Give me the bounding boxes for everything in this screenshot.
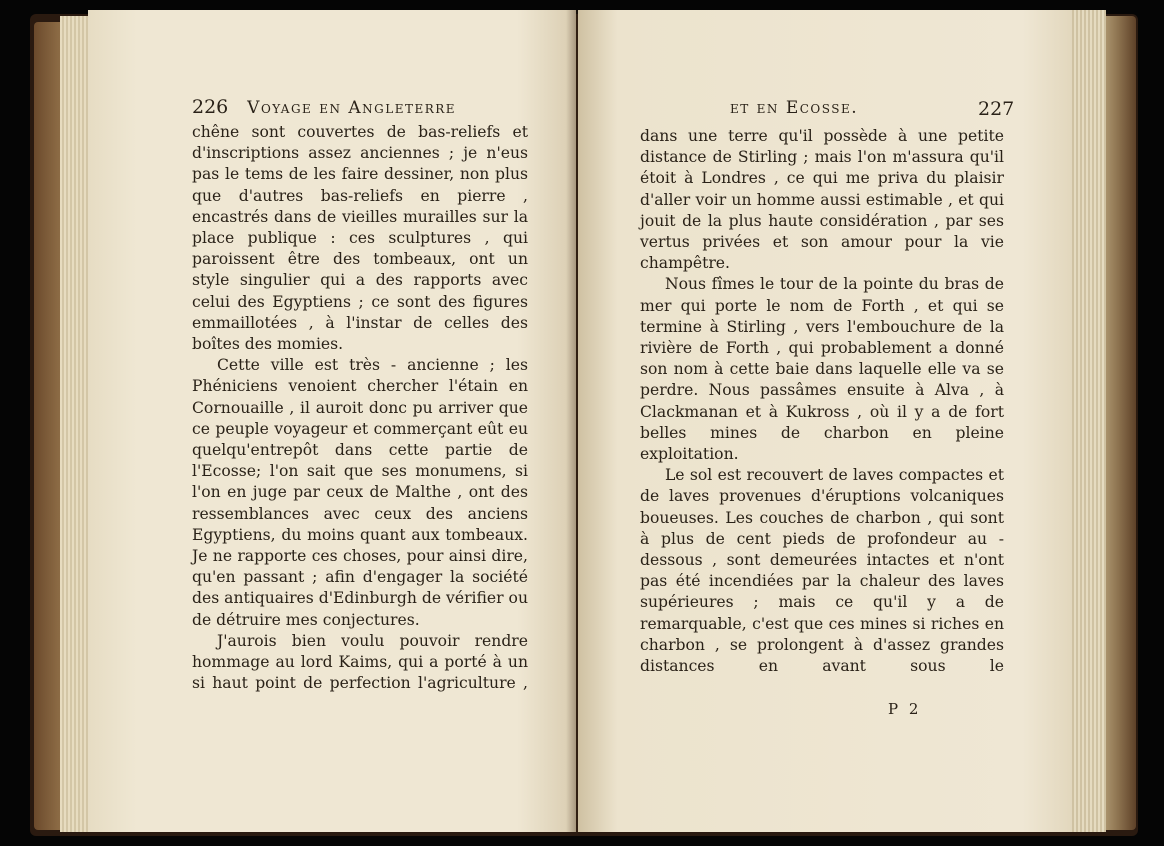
right-page — [578, 10, 1072, 832]
right-page-body — [640, 126, 1004, 677]
left-running-head: Voyage en Angleterre — [247, 98, 457, 118]
right-page-number-wrap — [978, 98, 1014, 120]
left-paragraph-3: J'aurois bien voulu pouvoir rendre hommage au lord Kaims, qui a porté à un si haut point de perfection l'agriculture , — [192, 631, 528, 693]
left-page — [88, 10, 576, 832]
right-paragraph-3: Le sol est recouvert de laves compactes et de laves provenues d'éruptions volcaniques boueuses. Les couches de charbon , qui sont à plus de cent pieds de profondeur au - dessous , sont demeurées intactes et n'ont pas été incendiées par la chaleur des laves supérieures ; mais ce qu'il y a de remarquable, c'est que ces mines si riches en charbon , se prolongent à d'assez grandes distances en avant sous le — [640, 466, 1004, 676]
left-page-number: 226 — [192, 96, 229, 118]
right-page-edges — [1070, 10, 1106, 832]
right-running-head: et en Ecosse. — [730, 98, 859, 118]
left-paragraph-2: Cette ville est très - ancienne ; les Phéniciens venoient chercher l'étain en Cornouaille , il auroit donc pu arriver que ce peuple voyageur et commerçant eût eu quelqu'entrepôt dans cette partie de l'Ecosse; l'on sait que ses monumens, si l'on en juge par ceux de Malthe , ont des ressemblances avec ceux des anciens Egyptiens, du moins quant aux tombeaux. Je ne rapporte ces choses, pour ainsi dire, qu'en passant ; afin d'engager la société des antiquaires d'Edinburgh de vérifier ou de détruire mes conjectures. — [192, 356, 528, 629]
right-page-number: 227 — [978, 98, 1015, 120]
right-paragraph-2: Nous fîmes le tour de la pointe du bras de mer qui porte le nom de Forth , et qui se termine à Stirling , vers l'embouchure de la rivière de Forth , qui probablement a donné son nom à cette baie dans laquelle elle va se perdre. Nous passâmes ensuite à Alva , à Clackmanan et à Kukross , où il y a de fort belles mines de charbon en pleine exploitation. — [640, 275, 1004, 464]
right-page-header — [730, 98, 858, 118]
signature-mark: P 2 — [888, 700, 922, 718]
right-paragraph-1: dans une terre qu'il possède à une petite distance de Stirling ; mais l'on m'assura qu'il étoit à Londres , ce qui me priva du plaisir d'aller voir un homme aussi estimable , et qui jouit de la plus haute considération , par ses vertus privées et son amour pour la vie champêtre. — [640, 127, 1004, 273]
left-page-header — [192, 96, 456, 118]
left-paragraph-1: chêne sont couvertes de bas-reliefs et d'inscriptions assez anciennes ; je n'eus pas le tems de les faire dessiner, non plus que d'autres bas-reliefs en pierre , encastrés dans de vieilles murailles sur la place publique : ces sculptures , qui paroissent être des tombeaux, ont un style singulier qui a des rapports avec celui des Egyptiens ; ce sont des figures emmaillotées , à l'instar de celles des boîtes des momies. — [192, 123, 528, 354]
left-page-body — [192, 122, 528, 694]
